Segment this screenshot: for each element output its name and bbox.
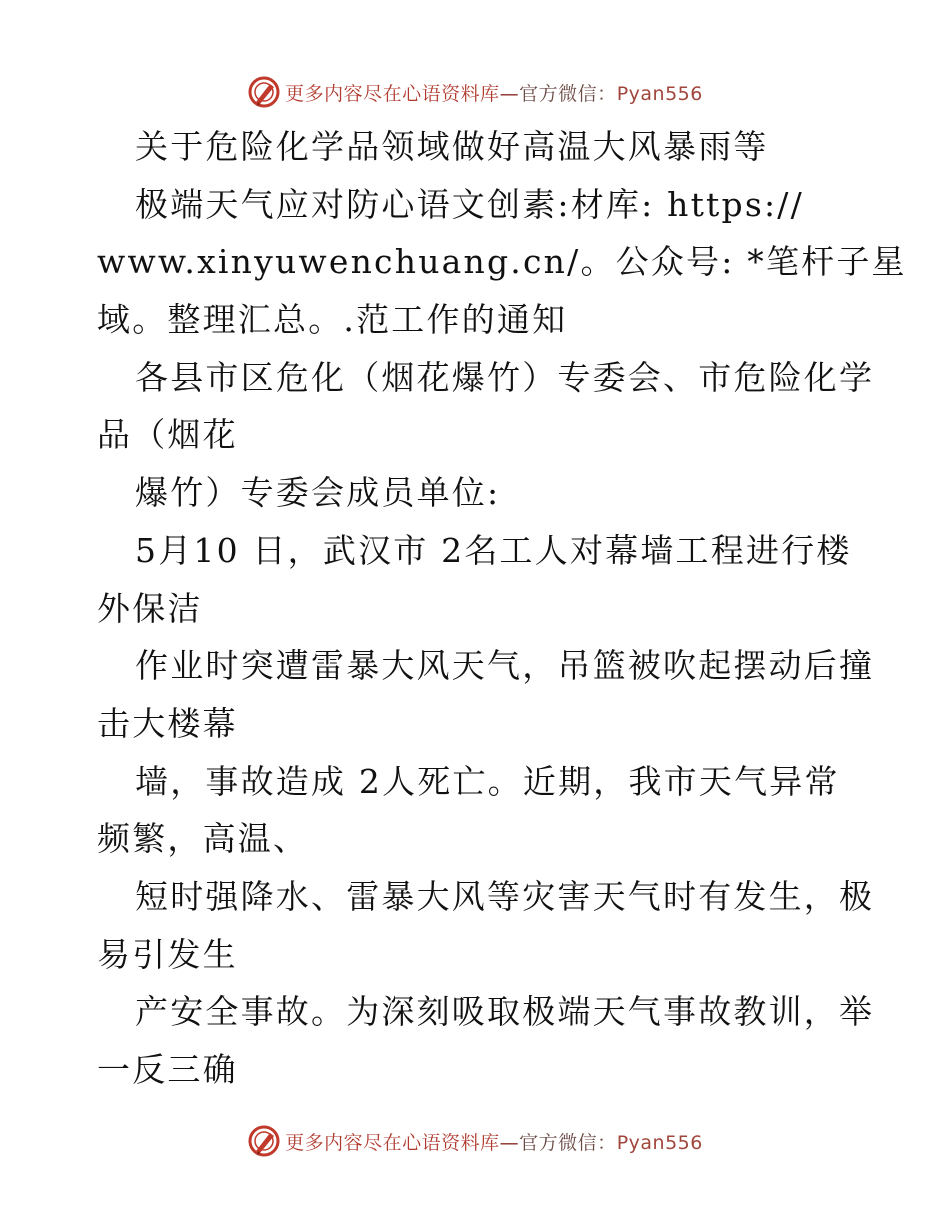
text-line: 爆竹）专委会成员单位:	[135, 473, 501, 513]
text-line: 频繁，高温、	[97, 819, 309, 859]
text-line: 品（烟花	[97, 415, 238, 455]
banner-separator: —	[499, 82, 520, 105]
banner-wechat-label: 官方微信：	[519, 82, 617, 105]
text-line: 5月10 日，武汉市 2名工人对幕墙工程进行楼	[135, 530, 852, 570]
text-line: www.xinyuwenchuang.cn/。公众号: *笔杆子星	[97, 242, 907, 282]
text-line: 极端天气应对防心语文创素:材库: https://	[135, 184, 804, 224]
banner-separator: —	[499, 1131, 520, 1154]
banner-text	[285, 1128, 703, 1155]
footer-banner	[0, 1121, 950, 1161]
header-banner	[0, 72, 950, 112]
text-line: 短时强降水、雷暴大风等灾害天气时有发生，极	[135, 876, 875, 916]
banner-wechat-id: Pyan556	[616, 82, 703, 105]
text-line: 关于危险化学品领域做好高温大风暴雨等	[135, 127, 769, 166]
text-line: 产安全事故。为深刻吸取极端天气事故教训，举	[135, 992, 875, 1032]
text-line: 域。整理汇总。.范工作的通知	[97, 300, 568, 340]
text-line: 各县市区危化（烟花爆竹）专委会、市危险化学	[135, 357, 875, 397]
text-line: 外保洁	[97, 588, 203, 628]
text-line: 墙，事故造成 2人死亡。近期，我市天气异常	[135, 761, 840, 801]
text-line: 击大楼幕	[97, 703, 238, 743]
document-body	[97, 118, 907, 1099]
pen-nib-logo-icon	[247, 1124, 281, 1158]
text-line: 易引发生	[97, 934, 238, 974]
banner-main-text: 更多内容尽在心语资料库	[285, 1131, 500, 1154]
pen-nib-logo-icon	[247, 75, 281, 109]
banner-main-text: 更多内容尽在心语资料库	[285, 82, 500, 105]
banner-wechat-id: Pyan556	[616, 1131, 703, 1154]
text-line: 作业时突遭雷暴大风天气，吊篮被吹起摆动后撞	[135, 646, 875, 686]
text-line: 一反三确	[97, 1050, 238, 1089]
banner-text	[285, 79, 703, 106]
banner-wechat-label: 官方微信：	[519, 1131, 617, 1154]
